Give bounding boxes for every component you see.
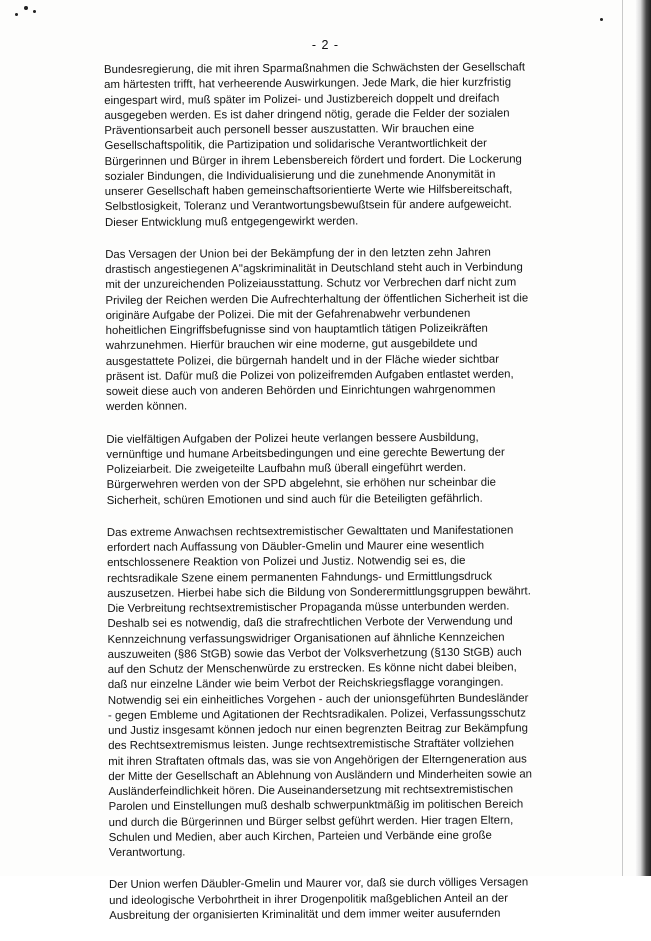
paragraph: Das extreme Anwachsen rechtsextremistischer Gewalttaten und Manifestationen erfordert nach Auffassung von Däubler-Gmelin und Maurer eine wesentlich entschlossenere Reaktion von Polizei und Justiz. Notwendig sei es, die rechtsradikale Szene einem permanenten Fahndungs- und Ermittlungsdruck auszusetzen. Hierbei habe sich die Bildung von Sonderermittlungsgruppen bewährt. Die Verbreitung rechtsextremistischer Propaganda müsse unterbunden werden. Deshalb sei es notwendig, daß die strafrechtlichen Verbote der Verwendung und Kennzeichnung verfassungswidriger Organisationen auf ähnliche Kennzeichen auszuweiten (§86 StGB) sowie das Verbot der Volksverhetzung (§130 StGB) auch auf den Schutz der Menschenwürde zu erstrecken. Es könne nicht dabei bleiben, daß nur einzelne Länder wie beim Verbot der Reichskriegsflagge vorangingen. Notwendig sei ein einheitliches Vorgehen - auch der unionsgeführten Bundesländer - gegen Embleme und Agitationen der Rechtsradikalen. Polizei, Verfassungsschutz und Justiz insgesamt können jedoch nur einen begrenzten Beitrag zur Bekämpfung des Rechtsextremismus leisten. Junge rechtsextremistische Straftäter vollziehen mit ihren Straftaten oftmals das, was sie von Angehörigen der Elterngeneration aus der Mitte der Gesellschaft an Ablehnung von Ausländern und Minderheiten sowie an Ausländerfeindlichkeit hören. Die Auseinandersetzung mit rechtsextremistischen Parolen und Einstellungen muß deshalb schwerpunktmäßig im politischen Bereich und durch die Bürgerinnen und Bürger selbst geführt werden. Hier tragen Eltern, Schulen und Medien, aber auch Kirchen, Parteien und Verbände eine große Verantwortung. [106,524,533,859]
paragraph: Der Union werfen Däubler-Gmelin und Maurer vor, daß sie durch völliges Versagen und ideologische Verbohrtheit in ihrer Drogenpolitik maßgeblichen Anteil an der Ausbreitung der organisierten Kriminalität und dem immer weiter ausufernden [108,876,529,922]
scan-edge-line [622,0,623,876]
scan-speck [600,18,603,21]
scan-speck [15,13,18,16]
paragraph: Die vielfältigen Aufgaben der Polizei heute verlangen bessere Ausbildung, vernünftige und humane Arbeitsbedingungen und eine gerechte Bewertung der Polizeiarbeit. Die zweigeteilte Laufbahn muß überall eingeführt werden. Bürgerwehren werden von der SPD abgelehnt, sie erhöhen nur scheinbar die Sicherheit, schüren Emotionen und sind auch für die Beteiligten gefährlich. [106,431,505,507]
page-number: - 2 - [311,38,340,52]
body-text [104,60,595,941]
paragraph: Das Versagen der Union bei der Bekämpfung der in den letzten zehn Jahren drastisch angestiegenen A"agskriminalität in Deutschland steht auch in Verbindung mit der unzureichenden Polizeiausstattung. Schutz vor Verbrechen darf nicht zum Privileg der Reichen werden Die Aufrechterhaltung der öffentlichen Sicherheit ist die originäre Aufgabe der Polizei. Die mit der Gefahrenabwehr verbundenen hoheitlichen Eingriffsbefugnisse sind von hauptamtlich tätigen Polizeikräften wahrzunehmen. Hierfür brauchen wir eine moderne, gut ausgebildete und ausgestattete Polizei, die bürgernah handelt und in der Fläche wieder sichtbar präsent ist. Dafür muß die Polizei von polizeifremden Aufgaben entlastet werden, soweit diese auch von anderen Behörden und Einrichtungen wahrgenommen werden können. [105,246,529,414]
scan-speck [24,6,28,10]
scan-edge-shadow [635,0,651,876]
paragraph: Bundesregierung, die mit ihren Sparmaßnahmen die Schwächsten der Gesellschaft am härtesten trifft, hat verheerende Auswirkungen. Jede Mark, die hier kurzfristig eingespart wird, muß später im Polizei- und Justizbereich doppelt und dreifach ausgegeben werden. Es ist daher dringend nötig, gerade die Felder der sozialen Präventionsarbeit auch personell besser auszustatten. Wir brauchen eine Gesellschaftspolitik, die Partizipation und solidarische Verantwortlichkeit der Bürgerinnen und Bürger in ihrem Lebensbereich fördert und fordert. Die Lockerung sozialer Bindungen, die Individualisierung und die zunehmende Anonymität in unserer Gesellschaft haben gemeinschaftsorientierte Werte wie Hilfsbereitschaft, Selbstlosigkeit, Toleranz und Verantwortungsbewußtsein für andere aufgeweicht. Dieser Entwicklung muß entgegengewirkt werden. [104,61,526,229]
scan-speck [33,10,36,13]
